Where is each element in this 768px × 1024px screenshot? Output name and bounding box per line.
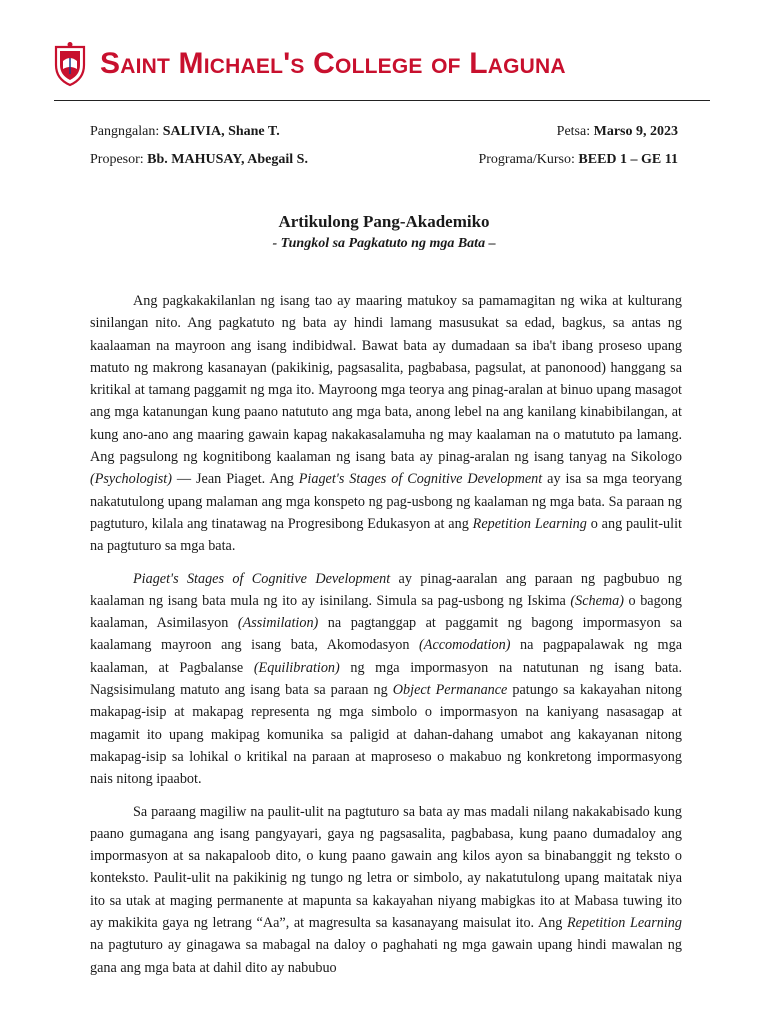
program-value: BEED 1 – GE 11 <box>578 152 678 167</box>
italic-term: Repetition Learning <box>472 515 587 532</box>
text-run: Ang pagkakakilanlan ng isang tao ay maaring matukoy sa pamamagitan ng wika at kulturang sinilangan nito. Ang pagkatuto ng bata ay hindi lamang masusukat sa edad, bagkus, sa antas ng kaalaaman na mayroon ang isang indibidwal. Bawat bata ay dumadaan sa iba't ibang proseso upang matuto ng makrong kasanayan (pakikinig, pagsasalita, pagbabasa, pagsulat, at panonood) hanggang sa kritikal at tamang paggamit ng mga ito. Mayroong mga teorya ang pinag-aralan at binuo upang masagot ang mga katanungan kung paano natututo ang mga bata, anong lebel na ang kanilang kinabibilangan, at kung ano-ano ang maaring gawain kapag nakakasalamuha ng may kaalaman na o matututo pa lamang. Ang pagsulong ng kognitibong kaalaman ng isang bata ay pinag-aralan ng isang tanyag na Sikologo <box>90 293 682 466</box>
italic-term: Piaget's Stages of Cognitive Development <box>133 570 391 587</box>
text-run: ay isa sa mga teoryang nakatutulong upang malaman ang mga konspeto ng pag-usbong ng kaalaman ng mga bata. Sa paraan ng pagtuturo, kilala ang tinatawag na Progresibong Edukasyon at ang <box>90 471 682 532</box>
article-body <box>90 290 682 989</box>
paragraph-3 <box>90 801 682 979</box>
name-value: SALIVIA, Shane T. <box>162 124 280 139</box>
info-row-2 <box>90 152 678 168</box>
school-shield-logo-icon <box>52 41 88 87</box>
date <box>557 124 678 140</box>
program-label: Programa/Kurso: <box>478 152 575 167</box>
paragraph-1 <box>90 290 682 558</box>
paragraph-2 <box>90 568 682 791</box>
article-title: Artikulong Pang-Akademiko <box>278 212 490 231</box>
article-subtitle: - Tungkol sa Pagkatuto ng mga Bata – <box>272 236 496 251</box>
text-run: ay pinag-aaralan ang paraan ng pagbubuo ng kaalaman ng isang bata mula ng ito ay isinilang. Simula sa pag-usbong ng Iskima <box>90 570 682 609</box>
italic-term: Repetition Learning <box>567 915 682 932</box>
student-name <box>90 124 280 140</box>
text-run: o bagong kaalaman, Asimilasyon <box>90 592 682 632</box>
text-run: ng mga impormasyon na natutunan ng isang bata. Nagsisimulang matuto ang isang bata sa paraan ng <box>90 659 682 699</box>
professor-label: Propesor: <box>90 152 144 167</box>
professor <box>90 152 308 168</box>
date-label: Petsa: <box>556 124 591 139</box>
italic-term: (Psychologist) <box>90 471 172 488</box>
professor-value: Bb. MAHUSAY, Abegail S. <box>147 152 308 167</box>
header-divider <box>54 100 710 101</box>
text-run: na pagpapalawak ng mga kaalaman, at Pagbalanse <box>90 637 682 676</box>
italic-term: Object Permanance <box>392 682 508 699</box>
text-run: na pagtuturo ay ginagawa sa mabagal na daloy o paghahati ng mga gawain upang hindi mawalan ng gana ang mga bata at dahil dito ay nabubuo <box>90 937 682 976</box>
italic-term: (Schema) <box>570 592 624 609</box>
italic-term: Piaget's Stages of Cognitive Development <box>298 471 543 488</box>
text-run: patungo sa kakayahan nitong makapag-isip at makapag representa ng mga simbolo o impormasyon na kaniyang nasasagap at magamit ito upang makipag komunika sa paligid at dahan-dahang umabot ang kakayanan nitong makapag-isip sa lohikal o kritikal na paraan at maproseso o makabuo ng konkretong impormasyong nais nitong ipaabot. <box>90 682 682 788</box>
italic-term: (Assimilation) <box>237 615 319 632</box>
info-row-1 <box>90 124 678 140</box>
text-run: — Jean Piaget. Ang <box>171 471 299 488</box>
name-label: Pangngalan: <box>90 124 160 139</box>
text-run: o ang paulit-ulit na pagtuturo sa mga bata. <box>90 515 682 555</box>
document-header <box>52 38 712 90</box>
italic-term: (Accomodation) <box>419 637 511 654</box>
program <box>478 152 678 168</box>
italic-term: (Equilibration) <box>253 659 340 676</box>
text-run: na pagtanggap at paggamit ng bagong impormasyon sa kaalamang mayroon ang isang bata, Akomodasyon <box>90 615 682 654</box>
text-run: Sa paraang magiliw na paulit-ulit na pagtuturo sa bata ay mas madali nilang nakakabisado kung paano gumagana ang isang pangyayari, gaya ng pagsasalita, pagbabasa, kung paano dumadaloy ang impormasyon at sa nakapaloob dito, o kung paano gawain ang kilos ayon sa binabanggit ng teksto o konteksto. Paulit-ulit na pakikinig ng tungo ng letra or simbolo, ay nakatutulong upang maitatak niya ito sa utak at maging permanente at mapunta sa kakayahan niyang mabigkas ito at Mabasa tuwing ito ay makikita gaya ng letrang “Aa”, at magresulta sa kasanayang maisulat ito. Ang <box>90 803 682 932</box>
date-value: Marso 9, 2023 <box>593 124 678 139</box>
school-name: Saint Michael's College of Laguna <box>100 47 566 80</box>
